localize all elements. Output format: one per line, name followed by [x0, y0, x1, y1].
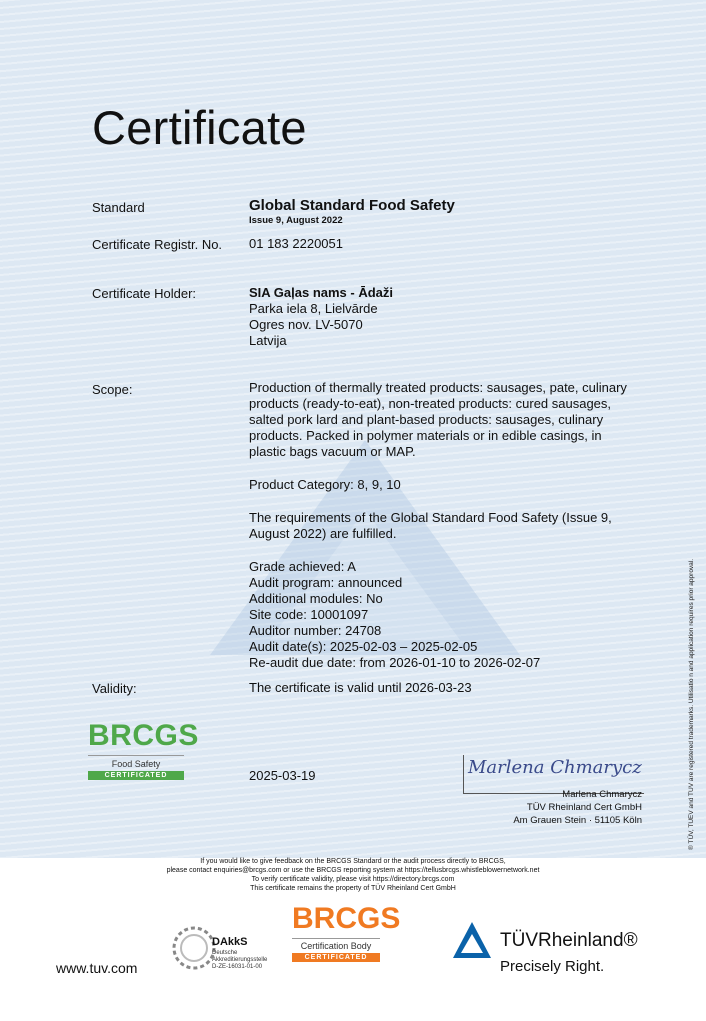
site-code: Site code: 10001097 — [249, 607, 369, 622]
holder-address-line: Latvija — [249, 333, 287, 348]
holder-address-line: Ogres nov. LV-5070 — [249, 317, 363, 332]
brcgs-logo-sub: Food Safety — [88, 755, 184, 769]
brcgs-logo-badge: CERTIFICATED — [88, 771, 184, 780]
audit-dates: Audit date(s): 2025-02-03 – 2025-02-05 — [249, 639, 478, 654]
standard-label: Standard — [92, 200, 145, 215]
scope-line: plastic bags vacuum or MAP. — [249, 444, 416, 459]
page-title: Certificate — [92, 101, 307, 154]
trademark-note: ® TÜV, TUEV and TUV are registered trademarks. Utilisatio n and application requires prior approval. — [688, 558, 695, 850]
validity-value: The certificate is valid until 2026-03-23 — [249, 680, 472, 695]
holder-name: SIA Gaļas nams - Ādaži — [249, 285, 394, 300]
registration-label: Certificate Registr. No. — [92, 237, 223, 252]
validity-label: Validity: — [92, 681, 137, 696]
footnote-line: If you would like to give feedback on the BRCGS Standard or the audit process directly to BRCGS, — [200, 858, 506, 865]
signer-name: Marlena Chmarycz — [562, 789, 642, 800]
footnote-line: To verify certificate validity, please visit https://directory.brcgs.com — [251, 876, 455, 883]
signer-address: Am Grauen Stein · 51105 Köln — [513, 815, 642, 826]
scope-line: products. Packed in polymer materials or in edible casings, in — [249, 428, 602, 443]
tuv-brand-name: TÜVRheinland® — [500, 930, 638, 951]
holder-address-line: Parka iela 8, Lielvārde — [249, 301, 378, 316]
standard-name: Global Standard Food Safety — [249, 197, 455, 214]
audit-program: Audit program: announced — [249, 575, 403, 590]
scope-line: salted pork lard and plant-based products: sausages, culinary — [249, 412, 604, 427]
requirements-line: August 2022) are fulfilled. — [249, 526, 397, 541]
registration-value: 01 183 2220051 — [249, 236, 343, 251]
brcgs-body-word: BRCGS — [292, 902, 401, 935]
issue-date: 2025-03-19 — [249, 768, 316, 783]
footnote-line: please contact enquiries@brcgs.com or use the BRCGS reporting system at https://tellusbrcgs.whistleblowernetwork.net — [166, 867, 540, 874]
standard-value — [249, 198, 455, 229]
footnote-line: This certificate remains the property of TÜV Rheinland Cert GmbH — [250, 885, 456, 892]
holder-label: Certificate Holder: — [92, 286, 197, 301]
signer-company: TÜV Rheinland Cert GmbH — [526, 802, 642, 813]
product-category: Product Category: 8, 9, 10 — [249, 477, 401, 492]
brcgs-body-badge: CERTIFICATED — [292, 953, 380, 962]
auditor-number: Auditor number: 24708 — [249, 623, 382, 638]
holder-block — [249, 285, 393, 349]
grade-achieved: Grade achieved: A — [249, 559, 356, 574]
tuv-triangle-icon — [451, 920, 493, 960]
dakks-sub-line: Akkreditierungsstelle — [212, 957, 268, 963]
dakks-sub — [212, 950, 267, 971]
brcgs-food-safety-logo — [88, 719, 199, 780]
scope-block — [249, 380, 644, 671]
footnote — [0, 857, 706, 893]
signature: Marlena Chmarycz — [468, 757, 642, 778]
brcgs-certification-body-logo — [292, 902, 401, 962]
tuv-slogan: Precisely Right. — [500, 958, 605, 975]
scope-line: Production of thermally treated products: sausages, pate, culinary — [249, 380, 627, 395]
brcgs-body-sub: Certification Body — [292, 938, 380, 951]
website-link[interactable]: www.tuv.com — [56, 960, 138, 976]
dakks-sub-line: Deutsche — [212, 950, 238, 956]
dakks-sub-line: D-ZE-16031-01-00 — [212, 964, 263, 970]
standard-issue: Issue 9, August 2022 — [249, 215, 343, 226]
scope-label: Scope: — [92, 382, 133, 397]
scope-line: products (ready-to-eat), non-treated products: cured sausages, — [249, 396, 612, 411]
additional-modules: Additional modules: No — [249, 591, 383, 606]
brcgs-logo-word: BRCGS — [88, 719, 199, 752]
signer-block — [513, 788, 642, 827]
re-audit-due-date: Re-audit due date: from 2026-01-10 to 2026-02-07 — [249, 655, 541, 670]
dakks-name: DAkkS — [212, 936, 248, 948]
requirements-line: The requirements of the Global Standard Food Safety (Issue 9, — [249, 510, 612, 525]
